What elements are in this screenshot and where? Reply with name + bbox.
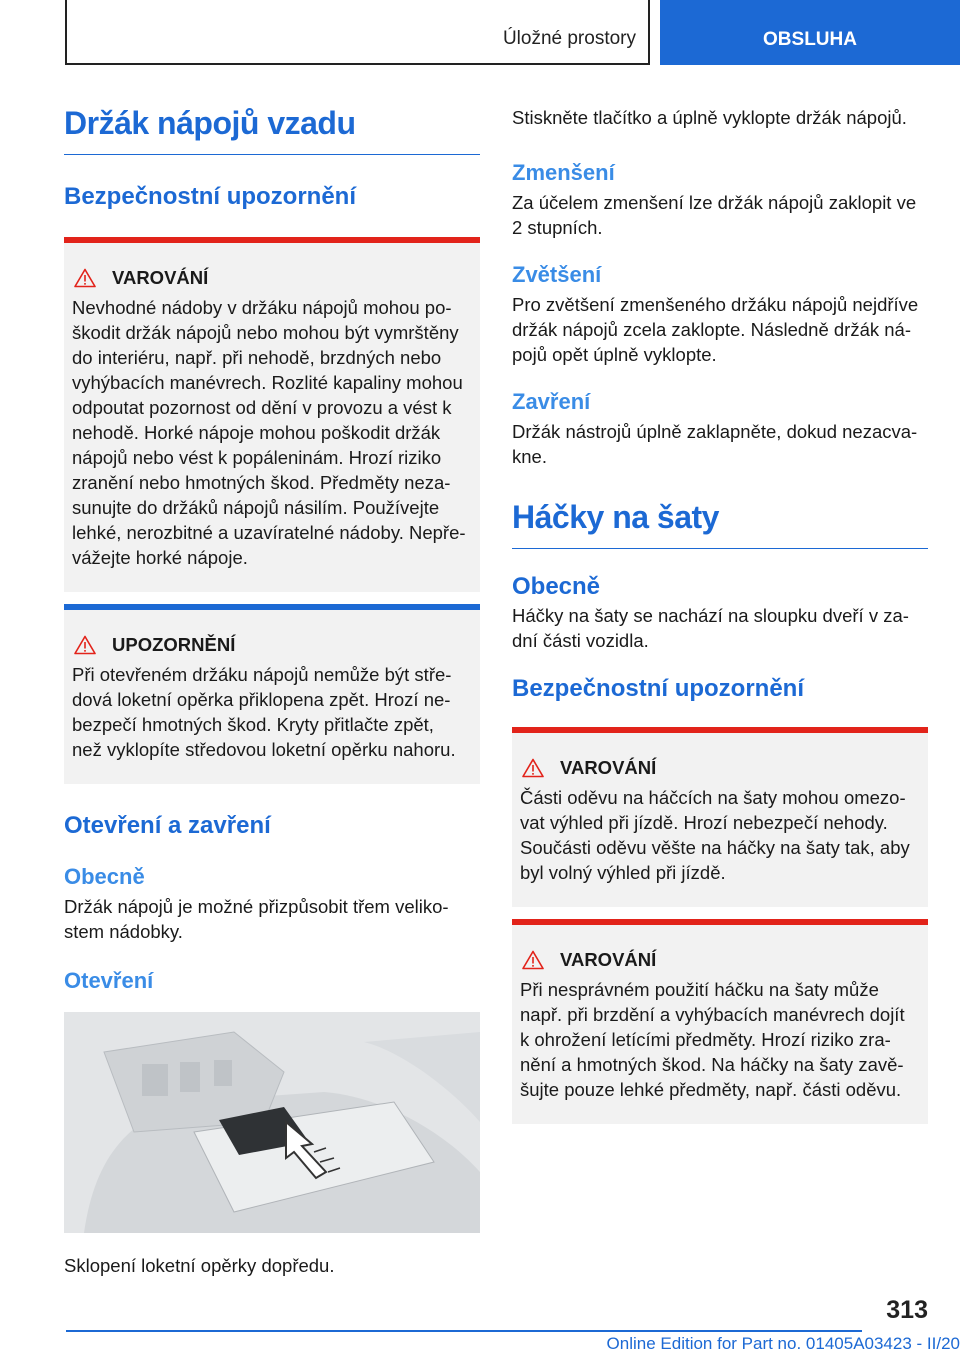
left-column	[64, 105, 480, 1278]
warning-box-cup-holder	[64, 237, 480, 592]
notice-text: Při otevřeném držáku nápojů nemůže být stře- dová loketní opěrka přiklopena zpět. Hrozí ne- bezpečí hmotných škod. Kryty přitlačte zpět, než vyklopíte středovou loketní opěrku nahoru.	[72, 664, 456, 760]
hooks-general-heading: Obecně	[512, 573, 601, 600]
page-title: Držák nápojů vzadu	[64, 105, 480, 155]
warning-box-hooks-view	[512, 727, 928, 907]
notice-box-armrest	[64, 604, 480, 784]
footer-edition[interactable]: Online Edition for Part no. 01405A03423 - II/20	[606, 1334, 960, 1353]
warning-triangle-icon	[522, 758, 544, 778]
enlarge-heading: Zvětšení	[512, 262, 602, 287]
hooks-title: Háčky na šaty	[512, 499, 928, 549]
warning-text: Nevhodné nádoby v držáku nápojů mohou po- škodit držák nápojů nebo mohou být vymrštěny do interiéru, např. při nehodě, brzdných nebo vyhýbacích manévrech. Rozlité kapaliny mohou odpoutat pozornost od dění v provozu a vést k nehodě. Horké nápoje mohou poškodit držák nápojů nebo vést k popáleninám. Hrozí riziko zranění nebo hmotných škod. Předměty neza- sunujte do držáků nápojů násilím. Používejte lehké, nerozbitné a uzavíratelné nádoby. Nepře- vážejte horké nápoje.	[72, 297, 466, 568]
warning-title: VAROVÁNÍ	[560, 757, 657, 778]
figure-caption: Sklopení loketní opěrky dopředu.	[64, 1255, 335, 1276]
intro-text: Stiskněte tlačítko a úplně vyklopte držák nápojů.	[512, 107, 907, 128]
notice-title: UPOZORNĚNÍ	[112, 634, 236, 655]
right-column	[512, 105, 928, 1124]
header-chapter-tab[interactable]: OBSLUHA	[660, 0, 960, 65]
reduce-text: Za účelem zmenšení lze držák nápojů zaklopit ve 2 stupních.	[512, 192, 917, 238]
warning-text: Části oděvu na háčcích na šaty mohou omezo- vat výhled při jízdě. Hrozí nebezpečí nehody. Součásti oděvu věšte na háčky na šaty tak, aby byl volný výhled při jízdě.	[520, 787, 910, 883]
header-section-title: Úložné prostory	[502, 28, 636, 49]
hooks-general-text: Háčky na šaty se nachází na sloupku dveří v za- dní části vozidla.	[512, 605, 909, 651]
armrest-image	[64, 1012, 480, 1233]
close-heading: Zavření	[512, 389, 591, 414]
page-number: 313	[886, 1296, 928, 1324]
open-close-heading: Otevření a zavření	[64, 812, 271, 839]
armrest-illustration	[64, 1012, 480, 1233]
general-text: Držák nápojů je možné přizpůsobit třem veliko- stem nádobky.	[64, 896, 449, 942]
enlarge-text: Pro zvětšení zmenšeného držáku nápojů nejdříve držák nápojů zcela zaklopte. Následně držák ná- pojů opět úplně vyklopte.	[512, 294, 919, 365]
header-rule	[66, 63, 649, 65]
safety-heading: Bezpečnostní upozornění	[64, 183, 357, 210]
header-right-rule	[648, 0, 650, 65]
warning-title: VAROVÁNÍ	[112, 267, 209, 288]
warning-title: VAROVÁNÍ	[560, 949, 657, 970]
footer-rule	[66, 1330, 862, 1332]
hooks-safety-heading: Bezpečnostní upozornění	[512, 675, 805, 702]
opening-heading: Otevření	[64, 968, 154, 993]
general-heading: Obecně	[64, 864, 145, 889]
warning-triangle-icon	[74, 635, 96, 655]
warning-triangle-icon	[74, 268, 96, 288]
warning-box-hooks-use	[512, 919, 928, 1124]
close-text: Držák nástrojů úplně zaklapněte, dokud nezacva- kne.	[512, 421, 918, 467]
header-left-rule	[65, 0, 67, 65]
warning-text: Při nesprávném použití háčku na šaty může např. při brzdění a vyhýbacích manévrech dojít k ohrožení letícími předměty. Hrozí riziko zra- nění a hmotných škod. Na háčky na šaty zavě- šujte pouze lehké předměty, např. části oděvu.	[520, 979, 905, 1100]
warning-triangle-icon	[522, 950, 544, 970]
reduce-heading: Zmenšení	[512, 160, 615, 185]
